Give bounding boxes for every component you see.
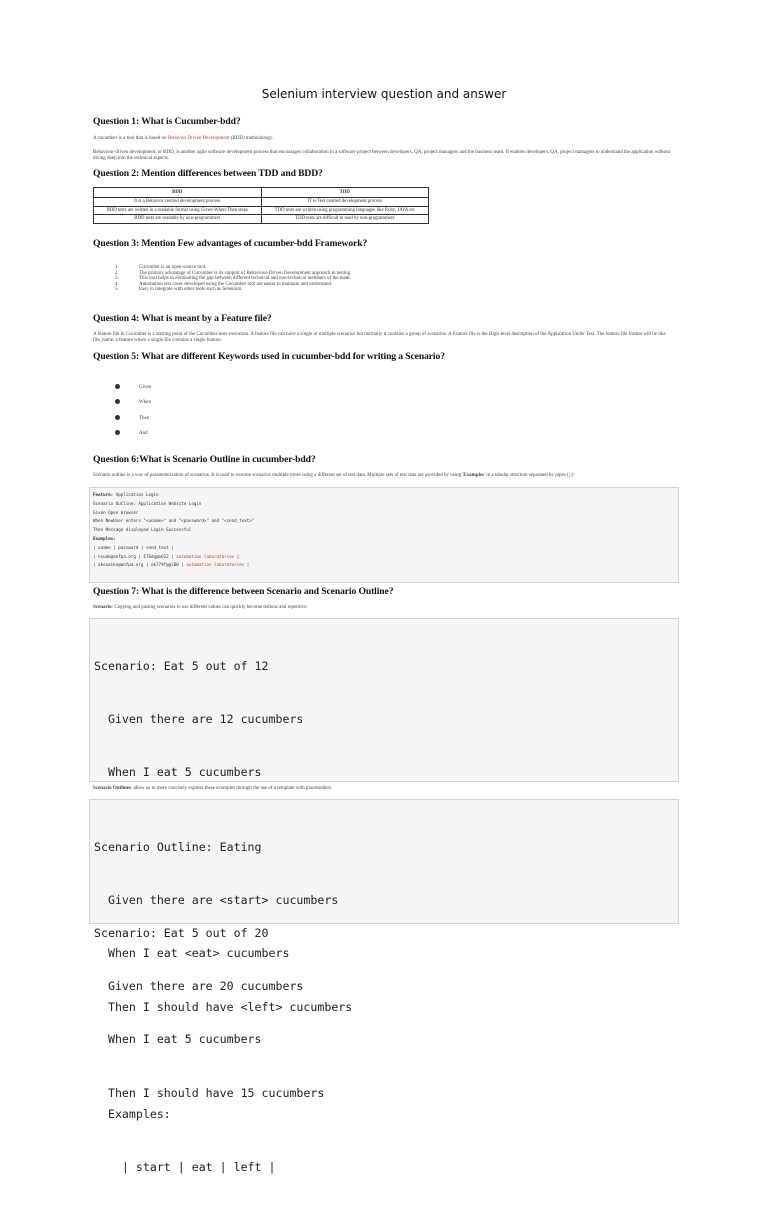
code-line: Given there are 20 cucumbers [94, 978, 304, 993]
document-page: Selenium interview question and answer Question 1: What is Cucumber-bdd? A cucumber is a tool that is based on Behavior Driven Development (BDD) methodology. Behaviour-driven development, or BDD, is another agile software development process that encourages collaboration in a software project between developers, QA, project managers and the business team. It enables developers, QA, project managers to understand the application without diving deep into the technical aspects. Question 2: Mention differences between TDD and BDD? BDD TDD It is a Behavior centred development process IT is Test centred development process BDD tests are written in a readable format using Given-When-Then steps TDD tests are written using programming languages like Ruby, JAVA etc BDD tests are readable by non-programmers TDD tests are difficult to read by non-programmers Question 3: Mention Few advantages of cucumber-bdd Framework? 1. Cucumber is an open-source tool. 2. The primary advantage of Cucumber is its support of Behaviour-Driven Development approach in testing. 3. This tool helps in eliminating the gap between different technical and non-technical members of the team. 4. Automation test cases developed using the Cucumber tool are easier to maintain and understand. 5. Easy to integrate with other tools such as Selenium. Question 4: What is meant by a Feature file? A feature file in Cucumber is a starting point of the Cucumber tests execution. A feature file can have a single or multiple scenarios but normally it contains a group of scenarios. A Feature file is the High-level description of the Application Under Test. The feature file format will be like file_name. a feature where a single file contains a single feature. Question 5: What are different Keywords used in cucumber-bdd for writing a Scenario? Given When Then And Question 6:What is Scenario Outline in cucumber-bdd? Scenario outline is a way of parameterization of scenarios. It is used to execute scenarios multiple times using a different set of test data. Multiple sets of test data are provided by using 'Examples' in a tabular structure separated by pipes (| |) Feature: Application Login Scenario Outline: Application Website Login Given Open browser When NewUser enters "<uname>" and "<password>" and "<send_text>" Then Message displayed Login Successful Examples: | uname | password | send_text | | nsude@anfpa.org | I76dg@o612 | automation laboratories | | akouaiko@anfpa.org | ok779f@gi00 | automation laboratories | Question 7: What is the difference between Scenario and Scenario Outline? Scenario: Copying and pasting scenarios to use different values can quickly become tedious and repetitive: Scenario: Eat 5 out of 12 Given there are 12 cucumbers When I eat 5 cucumbers Scenario: Eat 5 out of 20 Given there are 20 cucumbers When I eat 5 cucumbers Then I should have 15 cucumbers Scenario Outlines: allow us to more concisely express these examples through the use of a template with placeholders Scenario Outline: Eating Given there are <start> cucumbers When I eat <eat> cucumbers Then I should have <left> cucumbers Examples: | start | eat | left | [0, 0, 768, 1024]
code-line: Then I should have 15 cucumbers [94, 1085, 325, 1100]
code-line: | uname | password | send_text | [93, 544, 174, 550]
code-line: When I eat 5 cucumbers [94, 1032, 262, 1047]
list-item: 4. Automation test cases developed using the Cucumber tool are easier to maintain and understand. [115, 281, 333, 287]
list-item: 5. Easy to integrate with other tools such as Selenium. [115, 287, 243, 292]
code-line: Scenario: Eat 5 out of 12 [94, 658, 269, 673]
bullet-icon [115, 384, 120, 389]
table-row [94, 215, 429, 224]
table-row [94, 206, 429, 215]
question-1-heading: Question 1: What is Cucumber-bdd? [93, 116, 241, 127]
question-2-heading: Question 2: Mention differences between TDD and BDD? [93, 168, 323, 179]
table-cell: TDD tests are written using programming languages like Ruby, JAVA etc [261, 206, 429, 215]
code-line: Scenario Outline: Eating [94, 839, 262, 854]
advantages-list [115, 265, 351, 293]
code-line: Scenario: Eat 5 out of 20 [94, 925, 269, 940]
feature-code-block [89, 487, 679, 583]
question-6-heading: Question 6:What is Scenario Outline in cucumber-bdd? [93, 454, 316, 465]
question-3-heading: Question 3: Mention Few advantages of cucumber-bdd Framework? [93, 238, 368, 249]
table-cell: IT is Test centred development process [261, 198, 429, 207]
question-1-paragraph-2: Behaviour-driven development, or BDD, is another agile software development process that encourages collaboration in a software project between developers, QA, project managers and the business team. It enables developers, QA, project managers to understand the application without diving deep into the technical aspects. [93, 150, 671, 161]
list-item: 3. This tool helps in eliminating the gap between different technical and non-technical members of the team. [115, 276, 351, 281]
code-line: Feature: Application Login [93, 492, 159, 497]
bullet-icon [115, 415, 120, 420]
list-item: 2. The primary advantage of Cucumber is its support of Behaviour-Driven Development approach in testing. [115, 270, 352, 276]
question-1-paragraph-1: A cucumber is a tool that is based on Behavior Driven Development (BDD) methodology. [93, 136, 274, 141]
code-line [94, 1052, 674, 1070]
question-5-heading: Question 5: What are different Keywords used in cucumber-bdd for writing a Scenario? [93, 351, 445, 362]
code-line: When I eat 5 cucumbers [94, 765, 262, 780]
table-header: BDD [94, 188, 262, 198]
code-line: | nsude@anfpa.org | I76dg@o612 | automation laboratories | [93, 553, 240, 559]
bdd-link[interactable]: Behavior Driven Development [167, 136, 230, 141]
table-cell: It is a Behavior centred development process [94, 198, 262, 207]
question-6-paragraph: Scenario outline is a way of parameterization of scenarios. It is used to execute scenarios multiple times using a different set of test data. Multiple sets of test data are provided by using 'Examples' in a tabular structure separated by pipes (| |) [93, 473, 574, 478]
question-7-paragraph-1: Scenario: Copying and pasting scenarios to use different values can quickly become tedious and repetitive: [93, 605, 308, 610]
table-cell: BDD tests are written in a readable format using Given-When-Then steps [94, 206, 262, 215]
code-line: | akouaiko@anfpa.org | ok779f@gi00 | automation laboratories | [93, 562, 250, 568]
code-line: Scenario Outline: Application Website Login [93, 500, 202, 506]
code-line: Examples: [93, 535, 116, 541]
list-item: 1. Cucumber is an open-source tool. [115, 265, 207, 270]
question-7-paragraph-2: Scenario Outlines: allow us to more concisely express these examples through the use of a template with placeholders [93, 786, 332, 791]
question-4-heading: Question 4: What is meant by a Feature file? [93, 313, 272, 324]
table-header: TDD [261, 188, 429, 198]
code-line: Then I should have <left> cucumbers [94, 999, 353, 1014]
bullet-icon [115, 430, 120, 435]
tdd-bdd-table [93, 187, 429, 224]
code-line: Given there are <start> cucumbers [94, 892, 339, 907]
question-4-paragraph: A feature file in Cucumber is a starting point of the Cucumber tests execution. A feature file can have a single or multiple scenarios but normally it contains a group of scenarios. A Feature file is the High-level description of the Application Under Test. The feature file format will be like file_name. a feature where a single file contains a single feature. [93, 332, 666, 343]
code-line: Then Message displayed Login Successful [93, 527, 192, 533]
code-line: Given Open browser [93, 509, 139, 515]
table-header-row [94, 188, 429, 198]
table-cell: TDD tests are difficult to read by non-programmers [261, 215, 429, 224]
bullet-icon [115, 399, 120, 404]
code-line: Examples: [94, 1106, 171, 1121]
code-line: Given there are 12 cucumbers [94, 711, 304, 726]
page-title: Selenium interview question and answer [261, 87, 507, 101]
code-line: When NewUser enters "<uname>" and "<password>" and "<send_text>" [93, 518, 255, 524]
code-line: When I eat <eat> cucumbers [94, 946, 290, 961]
code-line: | start | eat | left | [94, 1159, 276, 1174]
table-row [94, 198, 429, 207]
question-7-heading: Question 7: What is the difference between Scenario and Scenario Outline? [93, 586, 394, 597]
table-cell: BDD tests are readable by non-programmers [94, 215, 262, 224]
